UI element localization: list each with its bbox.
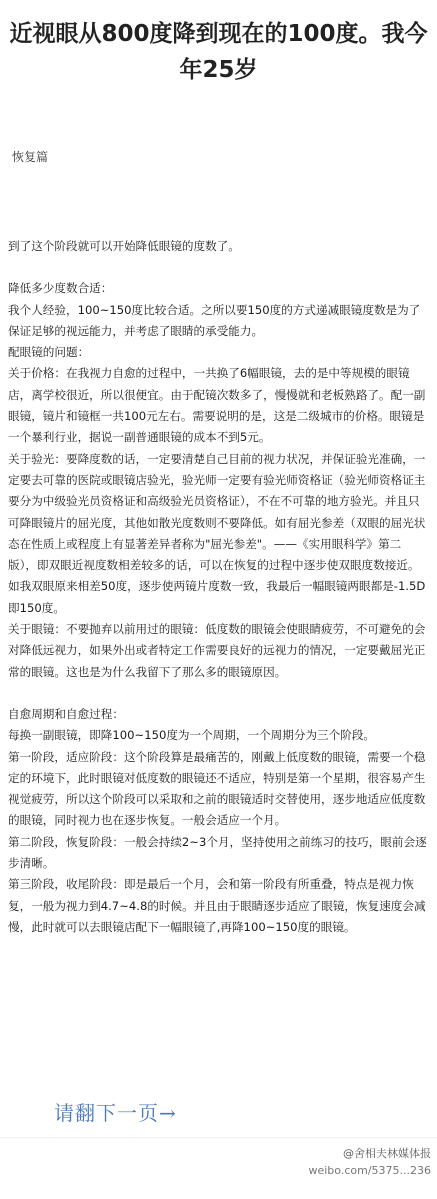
glasses-issues-heading: 配眼镜的问题：: [8, 345, 90, 360]
footer-divider: [0, 1137, 437, 1138]
next-page-link[interactable]: 请翻下一页→: [54, 1101, 177, 1125]
stage-three-paragraph: 第三阶段，收尾阶段：即是最后一个月，会和第一阶段有所重叠，特点是视力恢复，一般为视力到4.7~4.8的时候。并且由于眼睛逐步适应了眼镜，恢复速度会减慢，此时就可以去眼镜店配下一幅眼镜了,再降100~150度的眼镜。: [8, 877, 426, 934]
article-body: [8, 236, 429, 938]
how-much-paragraph: 我个人经验，100~150度比较合适。之所以要150度的方式递减眼镜度数是为了保证足够的视远能力，并考虑了眼睛的承受能力。: [8, 302, 421, 338]
how-much-heading: 降低多少度数合适：: [8, 281, 113, 296]
intro-paragraph: 到了这个阶段就可以开始降低眼镜的度数了。: [8, 239, 240, 253]
cycle-paragraph: 每换一副眼镜，即降100~150度为一个周期，一个周期分为三个阶段。: [8, 728, 376, 743]
article-title: 近视眼从800度降到现在的100度。我今年25岁: [9, 21, 428, 83]
price-paragraph: 关于价格：在我视力自愈的过程中，一共换了6幅眼镜，去的是中等规模的眼镜店，离学校很近，所以很便宜。由于配镜次数多了，慢慢就和老板熟路了。配一副眼镜，镜片和镜框一共100元左右。需要说明的是，这是二级城市的价格。眼镜是一个暴利行业，据说一副普通眼镜的成本不到5元。: [8, 366, 426, 445]
optometry-paragraph: 关于验光：要降度数的话，一定要清楚自己目前的视力状况，并保证验光准确，一定要去可靠的医院或眼镜店验光，验光师一定要有验光师资格证（验光师资格证主要分为中级验光员资格证和高级验光员资格证），不在不可靠的地方验光。并且只可降眼镜片的屈光度，其他如散光度数则不要降低。如有屈光参差（双眼的屈光状态在性质上或程度上有显著差异者称为"屈光参差"。——《实用眼科学》第二版），即双眼近视度数相差较多的话，可以在恢复的过程中逐步使双眼度数接近。如我双眼原来相差50度，逐步使两镜片度数一致，我最后一幅眼镜两眼都是-1.5D即150度。: [8, 451, 426, 615]
stage-one-paragraph: 第一阶段，适应阶段：这个阶段算是最痛苦的，刚戴上低度数的眼镜，需要一个稳定的环境下，此时眼镜对低度数的眼镜还不适应，特别是第一个星期，很容易产生视觉疲劳，所以这个阶段可以采取和之前的眼镜适时交替使用，逐步地适应低度数的眼镜，同时视力也在逐步恢复。一般会适应一个月。: [8, 749, 426, 828]
stage-two-paragraph: 第二阶段，恢复阶段：一般会持续2~3个月，坚持使用之前练习的技巧，眼前会逐步清晰。: [8, 834, 427, 871]
watermark-handle: @舍相夫林媒体报: [343, 1147, 431, 1160]
weibo-watermark: [308, 1145, 431, 1179]
cycle-heading: 自愈周期和自愈过程：: [8, 706, 124, 721]
watermark-url: weibo.com/5375...236: [308, 1164, 431, 1177]
glasses-paragraph: 关于眼镜：不要抛弃以前用过的眼镜：低度数的眼镜会使眼睛疲劳，不可避免的会对降低远视力，如果外出或者特定工作需要良好的远视力的情况，一定要戴屈光正常的眼镜。这也是为什么我留下了那么多的眼镜原因。: [8, 622, 426, 679]
section-label: 恢复篇: [12, 150, 49, 164]
